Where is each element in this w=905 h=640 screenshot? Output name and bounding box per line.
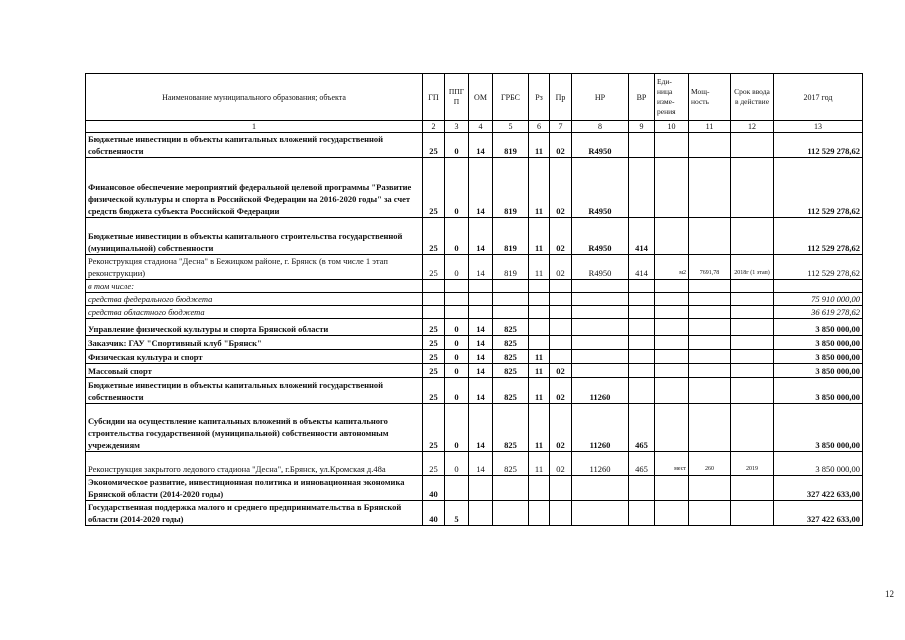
row-name: Физическая культура и спорт [86,350,423,364]
cell-vr [629,293,655,306]
cell-pr: 02 [550,218,572,255]
cell-pr [550,476,572,501]
column-number: 7 [550,121,572,133]
cell-unit [655,293,689,306]
row-name: Массовый спорт [86,364,423,378]
cell-grbs: 825 [493,452,529,476]
cell-gp [423,280,445,293]
row-name: Бюджетные инвестиции в объекты капитальных вложений государственной собственности [86,133,423,158]
cell-om: 14 [469,133,493,158]
cell-om [469,476,493,501]
cell-term [731,306,774,319]
row-name: Бюджетные инвестиции в объекты капитальных вложений государственной собственности [86,378,423,404]
cell-pr [550,293,572,306]
cell-capacity [689,501,731,526]
cell-ppgp: 0 [445,218,469,255]
column-number-row [86,121,863,133]
cell-gp: 25 [423,350,445,364]
cell-om [469,280,493,293]
cell-rz: 11 [529,364,550,378]
cell-unit [655,319,689,336]
cell-gp: 25 [423,319,445,336]
row-name: средства областного бюджета [86,306,423,319]
cell-ppgp [445,306,469,319]
cell-grbs [493,476,529,501]
cell-ppgp: 0 [445,255,469,280]
cell-rz [529,336,550,350]
header-rz: Рз [529,74,550,121]
cell-nr: 11260 [572,452,629,476]
cell-nr [572,364,629,378]
cell-grbs: 825 [493,378,529,404]
cell-vr: 414 [629,218,655,255]
cell-grbs [493,293,529,306]
header-pr: Пр [550,74,572,121]
cell-term [731,218,774,255]
cell-rz [529,501,550,526]
column-number: 13 [774,121,863,133]
cell-nr [572,306,629,319]
column-number: 8 [572,121,629,133]
header-nr: НР [572,74,629,121]
row-name: в том числе: [86,280,423,293]
cell-term [731,501,774,526]
cell-nr: R4950 [572,133,629,158]
cell-grbs: 819 [493,218,529,255]
cell-grbs: 819 [493,133,529,158]
cell-rz: 11 [529,158,550,218]
cell-unit [655,404,689,452]
cell-rz [529,280,550,293]
cell-ppgp: 0 [445,364,469,378]
cell-rz [529,319,550,336]
cell-nr: R4950 [572,255,629,280]
cell-pr [550,501,572,526]
cell-vr [629,280,655,293]
cell-pr: 02 [550,133,572,158]
header-vr: ВР [629,74,655,121]
cell-vr [629,476,655,501]
cell-nr: R4950 [572,158,629,218]
cell-capacity [689,218,731,255]
cell-pr [550,280,572,293]
cell-capacity [689,158,731,218]
cell-capacity [689,280,731,293]
cell-grbs: 819 [493,158,529,218]
cell-amount: 3 850 000,00 [774,452,863,476]
row-name: Субсидии на осуществление капитальных вложений в объекты капитального строительства государственной (муниципальной) собственности автономным учреждениям [86,404,423,452]
cell-pr [550,336,572,350]
cell-pr: 02 [550,452,572,476]
cell-capacity [689,476,731,501]
cell-amount: 36 619 278,62 [774,306,863,319]
cell-unit: мест [655,452,689,476]
cell-capacity: 260 [689,452,731,476]
column-number: 6 [529,121,550,133]
cell-capacity [689,293,731,306]
cell-nr [572,293,629,306]
cell-nr [572,280,629,293]
cell-unit [655,501,689,526]
cell-ppgp: 0 [445,319,469,336]
cell-gp: 25 [423,378,445,404]
cell-om [469,306,493,319]
cell-rz: 11 [529,452,550,476]
cell-capacity [689,133,731,158]
cell-unit [655,336,689,350]
cell-amount: 3 850 000,00 [774,336,863,350]
table-row [86,336,863,350]
cell-ppgp: 0 [445,336,469,350]
cell-pr: 02 [550,364,572,378]
cell-amount: 327 422 633,00 [774,476,863,501]
cell-gp: 25 [423,133,445,158]
cell-ppgp: 0 [445,378,469,404]
cell-nr: 11260 [572,404,629,452]
cell-amount: 3 850 000,00 [774,350,863,364]
cell-term [731,319,774,336]
cell-term [731,133,774,158]
cell-capacity [689,350,731,364]
cell-unit [655,476,689,501]
cell-capacity [689,404,731,452]
row-name: Экономическое развитие, инвестиционная политика и инновационная экономика Брянской области (2014-2020 годы) [86,476,423,501]
cell-pr: 02 [550,404,572,452]
cell-vr [629,336,655,350]
cell-gp: 25 [423,404,445,452]
cell-term [731,280,774,293]
cell-rz: 11 [529,378,550,404]
cell-vr [629,350,655,364]
cell-nr [572,336,629,350]
page-number: 12 [885,589,894,599]
cell-rz: 11 [529,404,550,452]
column-number: 9 [629,121,655,133]
cell-vr: 414 [629,255,655,280]
cell-unit [655,306,689,319]
cell-grbs: 825 [493,364,529,378]
cell-amount: 3 850 000,00 [774,319,863,336]
cell-ppgp: 0 [445,158,469,218]
cell-gp: 25 [423,364,445,378]
row-name: Бюджетные инвестиции в объекты капитального строительства государственной (муниципальной) собственности [86,218,423,255]
cell-vr [629,133,655,158]
cell-amount [774,280,863,293]
cell-grbs: 825 [493,350,529,364]
cell-term: 2018г (1 этап) [731,255,774,280]
header-om: ОМ [469,74,493,121]
table-row [86,158,863,218]
cell-rz [529,476,550,501]
cell-om: 14 [469,218,493,255]
cell-rz [529,293,550,306]
cell-capacity [689,319,731,336]
cell-ppgp [445,293,469,306]
cell-amount: 75 910 000,00 [774,293,863,306]
cell-amount: 327 422 633,00 [774,501,863,526]
cell-ppgp [445,476,469,501]
cell-rz: 11 [529,218,550,255]
cell-term [731,404,774,452]
cell-nr [572,350,629,364]
cell-om: 14 [469,364,493,378]
header-capacity: Мощ- ность [689,74,731,121]
cell-pr [550,306,572,319]
row-name: Реконструкция закрытого ледового стадиона "Десна", г.Брянск, ул.Кромская д.48а [86,452,423,476]
cell-vr [629,319,655,336]
cell-rz: 11 [529,133,550,158]
cell-om: 14 [469,336,493,350]
cell-capacity [689,336,731,350]
cell-term [731,293,774,306]
cell-gp: 25 [423,158,445,218]
cell-gp: 40 [423,501,445,526]
cell-grbs: 825 [493,319,529,336]
table-row [86,280,863,293]
cell-rz: 11 [529,255,550,280]
header-grbs: ГРБС [493,74,529,121]
cell-term [731,336,774,350]
cell-gp: 25 [423,218,445,255]
table-row [86,452,863,476]
cell-grbs [493,501,529,526]
cell-vr [629,501,655,526]
table-row [86,293,863,306]
row-name: Финансовое обеспечение мероприятий федеральной целевой программы "Развитие физической культуры и спорта в Российской Федерации на 2016-2020 годы" за счет средств бюджета субъекта Российской Федерации [86,158,423,218]
cell-pr: 02 [550,255,572,280]
cell-om: 14 [469,255,493,280]
cell-unit [655,364,689,378]
cell-grbs [493,306,529,319]
cell-amount: 3 850 000,00 [774,364,863,378]
cell-gp: 40 [423,476,445,501]
cell-rz: 11 [529,350,550,364]
cell-ppgp [445,280,469,293]
row-name: Государственная поддержка малого и среднего предпринимательства в Брянской области (2014-2020 годы) [86,501,423,526]
cell-term [731,350,774,364]
cell-amount: 112 529 278,62 [774,158,863,218]
cell-nr [572,501,629,526]
cell-grbs: 819 [493,255,529,280]
cell-nr: R4950 [572,218,629,255]
header-term: Срок ввода в действие [731,74,774,121]
table-row [86,350,863,364]
cell-om: 14 [469,452,493,476]
cell-ppgp: 5 [445,501,469,526]
row-name: Заказчик: ГАУ "Спортивный клуб "Брянск" [86,336,423,350]
table-row [86,501,863,526]
cell-nr [572,476,629,501]
cell-unit [655,158,689,218]
cell-om: 14 [469,319,493,336]
row-name: средства федерального бюджета [86,293,423,306]
cell-capacity [689,378,731,404]
table-row [86,255,863,280]
cell-pr [550,350,572,364]
header-gp: ГП [423,74,445,121]
cell-grbs: 825 [493,336,529,350]
cell-capacity [689,306,731,319]
cell-om: 14 [469,350,493,364]
table-row [86,133,863,158]
row-name: Управление физической культуры и спорта Брянской области [86,319,423,336]
cell-rz [529,306,550,319]
table-row [86,306,863,319]
cell-term: 2019 [731,452,774,476]
table-row [86,378,863,404]
cell-nr [572,319,629,336]
column-number: 4 [469,121,493,133]
cell-amount: 3 850 000,00 [774,378,863,404]
cell-gp [423,306,445,319]
cell-amount: 112 529 278,62 [774,255,863,280]
cell-term [731,476,774,501]
cell-grbs [493,280,529,293]
cell-om [469,293,493,306]
cell-term [731,364,774,378]
column-number: 3 [445,121,469,133]
cell-capacity: 7691,78 [689,255,731,280]
header-name: Наименование муниципального образования; объекта [86,74,423,121]
header-row [86,74,863,121]
cell-gp: 25 [423,255,445,280]
cell-om: 14 [469,404,493,452]
cell-vr: 465 [629,452,655,476]
cell-unit [655,350,689,364]
cell-om [469,501,493,526]
cell-om: 14 [469,378,493,404]
cell-term [731,158,774,218]
cell-nr: 11260 [572,378,629,404]
cell-amount: 112 529 278,62 [774,218,863,255]
cell-gp [423,293,445,306]
cell-gp: 25 [423,452,445,476]
cell-term [731,378,774,404]
header-unit: Еди- ница изме- рения [655,74,689,121]
cell-vr [629,364,655,378]
table-row [86,364,863,378]
cell-vr [629,158,655,218]
cell-unit [655,218,689,255]
cell-unit [655,280,689,293]
cell-pr [550,319,572,336]
cell-ppgp: 0 [445,133,469,158]
cell-vr: 465 [629,404,655,452]
cell-ppgp: 0 [445,404,469,452]
column-number: 2 [423,121,445,133]
row-name: Реконструкция стадиона "Десна" в Бежицком районе, г. Брянск (в том числе 1 этап реконструкции) [86,255,423,280]
table-row [86,319,863,336]
cell-vr [629,306,655,319]
table-row [86,476,863,501]
column-number: 11 [689,121,731,133]
cell-vr [629,378,655,404]
cell-capacity [689,364,731,378]
cell-unit: м2 [655,255,689,280]
cell-unit [655,378,689,404]
cell-grbs: 825 [493,404,529,452]
cell-om: 14 [469,158,493,218]
header-year: 2017 год [774,74,863,121]
budget-table [85,73,863,526]
cell-amount: 112 529 278,62 [774,133,863,158]
cell-ppgp: 0 [445,350,469,364]
column-number: 1 [86,121,423,133]
table-row [86,404,863,452]
cell-pr: 02 [550,378,572,404]
cell-pr: 02 [550,158,572,218]
column-number: 12 [731,121,774,133]
cell-gp: 25 [423,336,445,350]
header-ppgp: ППГ П [445,74,469,121]
column-number: 10 [655,121,689,133]
cell-unit [655,133,689,158]
cell-amount: 3 850 000,00 [774,404,863,452]
cell-ppgp: 0 [445,452,469,476]
column-number: 5 [493,121,529,133]
table-row [86,218,863,255]
